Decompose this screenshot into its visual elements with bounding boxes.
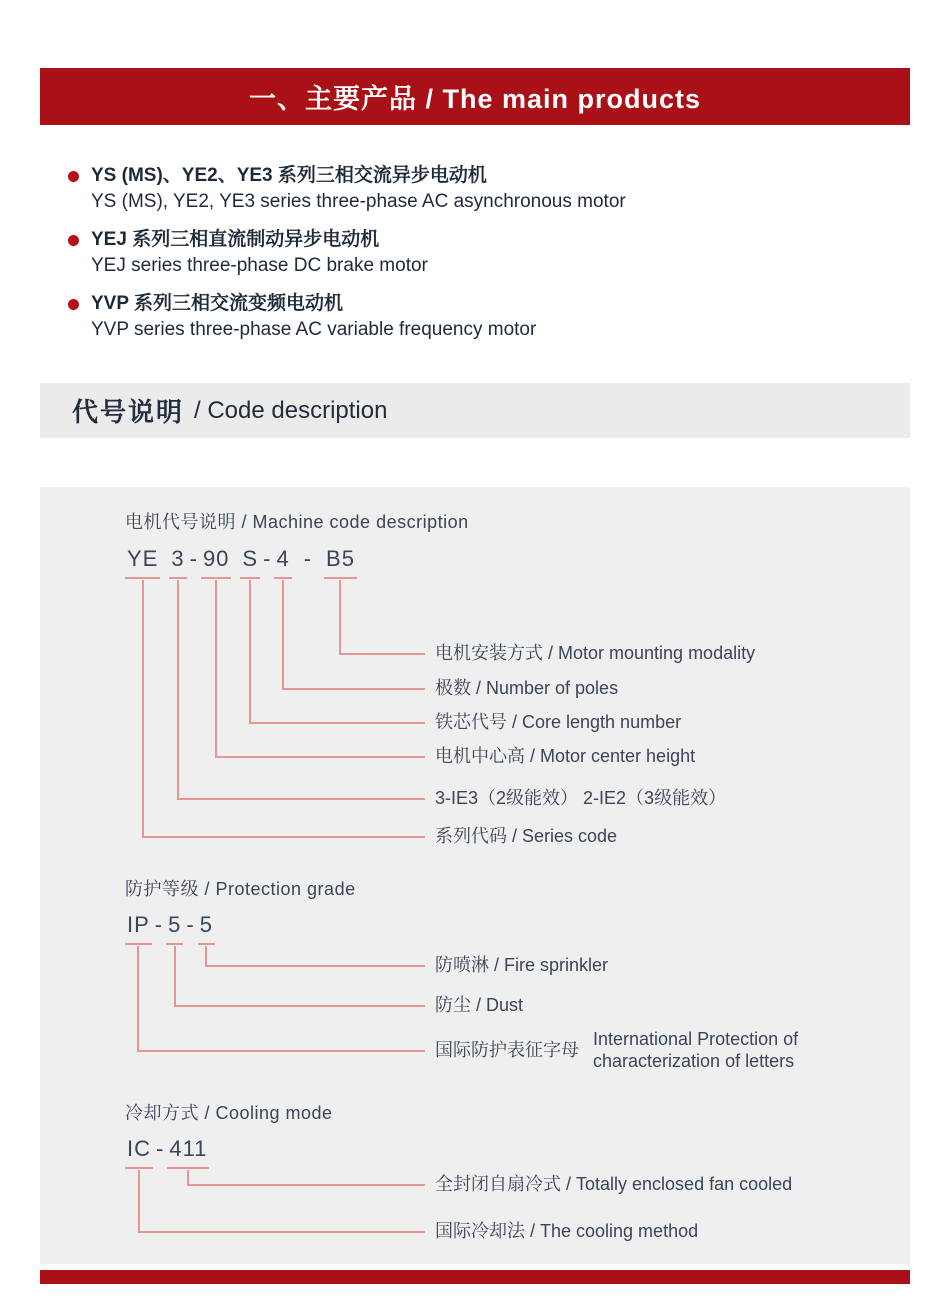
code-protection <box>125 912 215 945</box>
callout-label: 电机安装方式 / Motor mounting modality <box>435 643 756 663</box>
product-name-zh: YS (MS)、YE2、YE3 系列三相交流异步电动机 <box>91 165 487 186</box>
cooling-mode-header: 冷却方式 / Cooling mode <box>125 1103 333 1123</box>
callout-line-vertical <box>137 946 139 1052</box>
code-segment: IP <box>125 912 152 945</box>
product-name-zh: YEJ 系列三相直流制动异步电动机 <box>91 229 380 250</box>
callout-line-horizontal <box>138 1231 425 1233</box>
product-name-zh: YVP 系列三相交流变频电动机 <box>91 293 343 314</box>
protection-grade-header: 防护等级 / Protection grade <box>125 879 356 899</box>
code-segment: - <box>189 546 198 571</box>
code-segment: YE <box>125 546 160 579</box>
product-name-en: YS (MS), YE2, YE3 series three-phase AC asynchronous motor <box>91 191 626 212</box>
code-segment: 4 <box>274 546 291 579</box>
callout-line-horizontal <box>187 1184 425 1186</box>
callout-line-vertical <box>174 946 176 1007</box>
main-products-banner <box>40 68 910 125</box>
product-item <box>68 227 788 279</box>
callout-label: 全封闭自扇冷式 / Totally enclosed fan cooled <box>435 1174 793 1194</box>
callout-line-vertical <box>249 580 251 724</box>
code-segment: 411 <box>167 1136 209 1169</box>
code-segment: 90 <box>201 546 231 579</box>
callout-label: 电机中心高 / Motor center height <box>435 746 696 766</box>
code-machine <box>125 546 357 579</box>
code-segment: 3 <box>169 546 186 579</box>
callout-line-vertical <box>339 580 341 655</box>
callout-line-horizontal <box>249 722 425 724</box>
product-list <box>68 163 788 355</box>
code-segment: B5 <box>324 546 357 579</box>
callout-label: 极数 / Number of poles <box>435 678 619 698</box>
callout-line-horizontal <box>282 688 425 690</box>
callout-line-vertical <box>177 580 179 800</box>
callout-line-vertical <box>205 946 207 967</box>
code-description-band <box>40 383 910 438</box>
callout-line-vertical <box>215 580 217 758</box>
product-name-en: YVP series three-phase AC variable frequency motor <box>91 319 537 340</box>
code-segment: 5 <box>198 912 215 945</box>
code-segment: 5 <box>166 912 183 945</box>
callout-line-horizontal <box>215 756 425 758</box>
bullet-icon <box>68 299 79 310</box>
code-cooling <box>125 1136 209 1169</box>
machine-code-header: 电机代号说明 / Machine code description <box>125 512 469 532</box>
banner-title: 一、主要产品 / The main products <box>248 84 702 114</box>
callout-label <box>435 1028 798 1072</box>
code-segment: - <box>186 912 195 937</box>
callout-label: 系列代码 / Series code <box>435 826 618 846</box>
code-segment: S <box>240 546 260 579</box>
bullet-icon <box>68 235 79 246</box>
callout-label-en-block <box>593 1028 798 1072</box>
callout-line-horizontal <box>137 1050 425 1052</box>
code-segment: IC <box>125 1136 153 1169</box>
callout-line-horizontal <box>174 1005 425 1007</box>
band-title-en: / Code description <box>194 396 388 424</box>
bullet-icon <box>68 171 79 182</box>
product-name-en: YEJ series three-phase DC brake motor <box>91 255 428 276</box>
callout-label: 铁芯代号 / Core length number <box>435 712 682 732</box>
callout-label: 3-IE3（2级能效） 2-IE2（3级能效） <box>435 788 727 808</box>
callout-line-horizontal <box>339 653 425 655</box>
callout-label-en-line: International Protection of <box>593 1029 799 1049</box>
band-title-zh: 代号说明 <box>72 397 185 427</box>
callout-line-vertical <box>138 1170 140 1233</box>
callout-label-en-line: characterization of letters <box>593 1051 795 1071</box>
product-item <box>68 163 788 215</box>
callout-line-horizontal <box>177 798 425 800</box>
callout-label-zh: 国际防护表征字母 <box>435 1040 579 1060</box>
callout-line-horizontal <box>205 965 425 967</box>
callout-line-vertical <box>142 580 144 838</box>
callout-line-horizontal <box>142 836 425 838</box>
callout-label: 防尘 / Dust <box>435 995 524 1015</box>
callout-label: 国际冷却法 / The cooling method <box>435 1221 699 1241</box>
code-segment: - <box>156 1136 165 1161</box>
footer-bar <box>40 1270 910 1284</box>
product-item <box>68 291 788 343</box>
callout-line-vertical <box>282 580 284 690</box>
code-segment: - <box>303 546 313 571</box>
code-segment: - <box>263 546 272 571</box>
callout-label: 防喷淋 / Fire sprinkler <box>435 955 609 975</box>
code-segment: - <box>154 912 164 937</box>
